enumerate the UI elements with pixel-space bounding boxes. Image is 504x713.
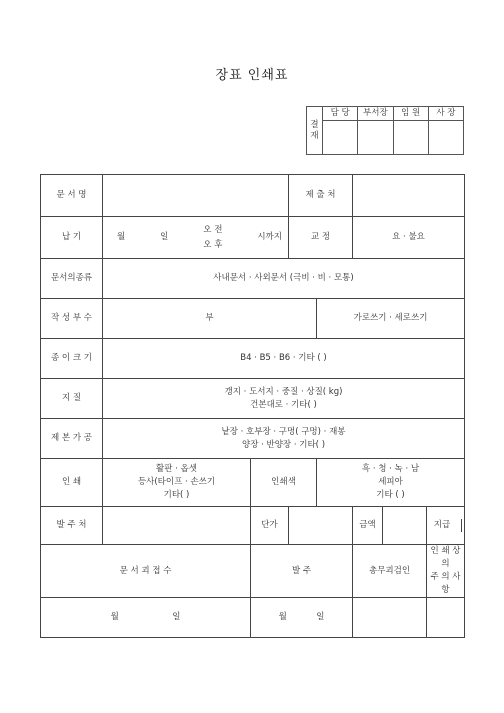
paper-quality-label: 지 질 xyxy=(41,379,103,419)
approval-table xyxy=(306,106,464,155)
amount-label: 금액 xyxy=(353,507,383,545)
receipt-date-month: 월 xyxy=(110,612,119,622)
copies-label: 작 성 부 수 xyxy=(41,299,103,339)
ink-color-line-1: 흑 · 청 · 녹 · 남 xyxy=(361,464,420,474)
order-date-month: 월 xyxy=(278,612,287,622)
delivery-pm[interactable]: 오 후 xyxy=(203,239,223,250)
delivery-label: 납 기 xyxy=(41,217,103,259)
supplier-field[interactable] xyxy=(103,507,251,545)
approval-header-president: 사 장 xyxy=(428,107,463,121)
paper-quality-line-2: 건본대로 · 기타( ) xyxy=(250,399,317,410)
amount-field[interactable] xyxy=(383,507,427,545)
print-method-line-1: 활판 · 옵셋 xyxy=(156,464,197,474)
printing-label: 인 쇄 xyxy=(41,459,103,507)
ink-color-line-3: 기타 ( ) xyxy=(376,490,405,500)
approval-side-label-2: 재 xyxy=(310,130,319,141)
approval-sign-dept-head[interactable] xyxy=(358,121,393,155)
doc-receipt-label: 문 서 괴 접 수 xyxy=(41,545,251,598)
binding-value[interactable] xyxy=(103,419,465,459)
unit-price-label: 단가 xyxy=(251,507,289,545)
submitter-label: 제 출 처 xyxy=(289,175,353,217)
approval-sign-president[interactable] xyxy=(428,121,463,155)
paper-size-value[interactable]: B4 · B5 · B6 · 기타 ( ) xyxy=(103,339,465,379)
binding-line-2: 양장 · 반양장 · 기타( ) xyxy=(241,439,326,450)
paper-size-label: 종 이 크 기 xyxy=(41,339,103,379)
binding-line-1: 낱장 · 호부장 · 구멍( 구멍) · 재봉 xyxy=(221,426,346,437)
delivery-month: 월 xyxy=(117,232,126,242)
admin-check-label: 총무괴검인 xyxy=(353,545,427,598)
print-method-line-2: 등사(타이프 · 손쓰기 xyxy=(137,477,216,487)
paper-quality-value[interactable] xyxy=(103,379,465,419)
print-notes-line-2: 주 의 사 항 xyxy=(430,572,461,595)
print-method-line-3: 기타( ) xyxy=(163,490,190,500)
print-method[interactable] xyxy=(103,459,251,507)
payment-cell[interactable] xyxy=(427,507,465,545)
receipt-date-field[interactable] xyxy=(41,598,251,638)
proofread-value[interactable]: 요 · 불요 xyxy=(353,217,465,259)
approval-header-executive: 임 원 xyxy=(393,107,428,121)
binding-label: 제 본 가 공 xyxy=(41,419,103,459)
supplier-label: 발 주 처 xyxy=(41,507,103,545)
copies-field[interactable]: 부 xyxy=(103,299,317,339)
order-date-field[interactable] xyxy=(251,598,353,638)
paper-quality-line-1: 갱지 · 도서지 · 중질 · 상질( kg) xyxy=(224,386,343,397)
proofread-label: 교 정 xyxy=(289,217,353,259)
approval-header-dept-head: 부서장 xyxy=(358,107,393,121)
submitter-field[interactable] xyxy=(353,175,465,217)
doc-type-value[interactable]: 사내문서 · 사외문서 (극비 · 비 · 모통) xyxy=(103,259,465,299)
approval-side-label-1: 결 xyxy=(310,119,319,130)
page-title: 장표 인쇄표 xyxy=(215,68,289,83)
payment-label: 지급 xyxy=(427,519,463,532)
delivery-field[interactable] xyxy=(103,217,289,259)
approval-sign-executive[interactable] xyxy=(393,121,428,155)
approval-header-staff: 담 당 xyxy=(323,107,358,121)
print-notes-line-1: 인 쇄 상 의 xyxy=(430,546,461,569)
doc-name-label: 문 서 명 xyxy=(41,175,103,217)
delivery-until: 시까지 xyxy=(257,232,282,242)
admin-check-field[interactable] xyxy=(353,598,427,638)
ink-color-line-2: 세피아 xyxy=(378,477,403,487)
unit-price-field[interactable] xyxy=(289,507,353,545)
receipt-date-day: 일 xyxy=(172,612,181,622)
print-notes-field[interactable] xyxy=(427,598,465,638)
writing-direction[interactable]: 가로쓰기 · 세로쓰기 xyxy=(317,299,465,339)
ink-color-label: 인쇄색 xyxy=(251,459,317,507)
delivery-am[interactable]: 오 전 xyxy=(203,224,223,235)
approval-side-label xyxy=(307,107,323,155)
order-date-day: 일 xyxy=(316,612,325,622)
order-label: 발 주 xyxy=(251,545,353,598)
doc-type-label: 문서의종류 xyxy=(41,259,103,299)
delivery-day: 일 xyxy=(160,232,169,242)
print-notes-label xyxy=(427,545,465,598)
doc-name-field[interactable] xyxy=(103,175,289,217)
print-order-form xyxy=(40,174,465,638)
ink-color-value[interactable] xyxy=(317,459,465,507)
approval-sign-staff[interactable] xyxy=(323,121,358,155)
